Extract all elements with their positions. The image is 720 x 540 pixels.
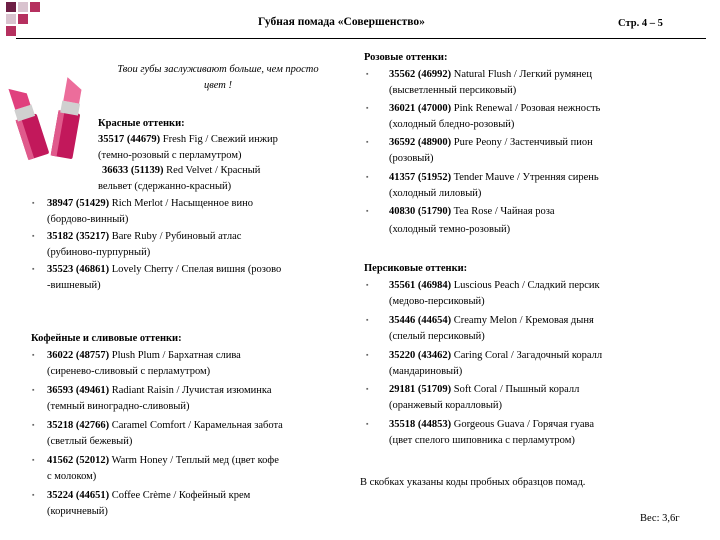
list-item: 35218 (42766) Caramel Comfort / Карамельная забота <box>47 420 283 431</box>
list-item-desc: (розовый) <box>389 153 434 164</box>
list-item-desc: (высветленный персиковый) <box>389 85 517 96</box>
list-item-desc: (рубиново-пурпурный) <box>47 247 151 258</box>
footnote: В скобках указаны коды пробных образцов помад. <box>360 477 586 488</box>
list-item: 36633 (51139) Red Velvet / Красный <box>102 165 261 176</box>
list-item: 38947 (51429) Rich Merlot / Насыщенное вино <box>47 198 254 209</box>
list-item-desc: (оранжевый коралловый) <box>389 400 502 411</box>
bullet-icon: ▪ <box>366 351 369 359</box>
list-item: 35562 (46992) Natural Flush / Легкий румянец <box>389 69 592 80</box>
bullet-icon: ▪ <box>366 281 369 289</box>
list-item: 35523 (46861) Lovely Cherry / Спелая вишня (розово <box>47 264 282 275</box>
page-title: Губная помада «Совершенство» <box>258 16 425 28</box>
bullet-icon: ▪ <box>32 421 35 429</box>
list-item-desc: (коричневый) <box>47 506 108 517</box>
list-item: 35220 (43462) Caring Coral / Загадочный коралл <box>389 350 603 361</box>
list-item-desc: (цвет спелого шиповника с перламутром) <box>389 435 575 446</box>
list-item: 41562 (52012) Warm Honey / Теплый мед (цвет кофе <box>47 455 279 466</box>
bullet-icon: ▪ <box>32 491 35 499</box>
list-item-desc: (темно-розовый с перламутром) <box>98 150 242 161</box>
bullet-icon: ▪ <box>32 265 35 273</box>
list-item-desc: (светлый бежевый) <box>47 436 133 447</box>
bullet-icon: ▪ <box>366 173 369 181</box>
list-item: 36592 (48900) Pure Peony / Застенчивый пион <box>389 137 593 148</box>
bullet-icon: ▪ <box>366 104 369 112</box>
corner-decoration <box>0 0 60 40</box>
list-item-desc: (бордово-винный) <box>47 214 129 225</box>
header-divider <box>16 38 706 39</box>
bullet-icon: ▪ <box>366 316 369 324</box>
list-item: 35561 (46984) Luscious Peach / Сладкий персик <box>389 280 600 291</box>
bullet-icon: ▪ <box>32 232 35 240</box>
list-item-desc: (мандариновый) <box>389 366 463 377</box>
bullet-icon: ▪ <box>366 385 369 393</box>
bullet-icon: ▪ <box>32 199 35 207</box>
list-item-desc: с молоком) <box>47 471 97 482</box>
list-item-desc: (холодный лиловый) <box>389 188 482 199</box>
list-item: 41357 (51952) Tender Mauve / Утренняя сирень <box>389 172 599 183</box>
bullet-icon: ▪ <box>32 351 35 359</box>
list-item-desc: -вишневый) <box>47 280 101 291</box>
list-item: 36593 (49461) Radiant Raisin / Лучистая изюминка <box>47 385 272 396</box>
list-item: 36022 (48757) Plush Plum / Бархатная слива <box>47 350 241 361</box>
list-item: 35182 (35217) Bare Ruby / Рубиновый атлас <box>47 231 242 242</box>
list-item: 35518 (44853) Gorgeous Guava / Горячая гуава <box>389 419 595 430</box>
list-item-desc: (сиренево-сливовый с перламутром) <box>47 366 211 377</box>
coffee-heading: Кофейные и сливовые оттенки: <box>31 333 182 344</box>
list-item: 35224 (44651) Coffee Crème / Кофейный крем <box>47 490 251 501</box>
bullet-icon: ▪ <box>32 456 35 464</box>
peach-heading: Персиковые оттенки: <box>364 263 468 274</box>
list-item: 40830 (51790) Tea Rose / Чайная роза <box>389 206 555 217</box>
weight-label: Вес: 3,6г <box>640 513 680 524</box>
lipstick-image <box>8 66 92 162</box>
bullet-icon: ▪ <box>366 138 369 146</box>
bullet-icon: ▪ <box>366 70 369 78</box>
bullet-icon: ▪ <box>366 207 369 215</box>
list-item-desc: (спелый персиковый) <box>389 331 485 342</box>
red-heading: Красные оттенки: <box>98 118 185 129</box>
list-item: 29181 (51709) Soft Coral / Пышный коралл <box>389 384 580 395</box>
list-item-desc: (холодный бледно-розовый) <box>389 119 515 130</box>
bullet-icon: ▪ <box>32 386 35 394</box>
list-item: 35446 (44654) Creamy Melon / Кремовая дыня <box>389 315 594 326</box>
pink-heading: Розовые оттенки: <box>364 52 448 63</box>
tagline: Твои губы заслуживают больше, чем просто цвет ! <box>117 64 319 91</box>
list-item-desc: (медово-персиковый) <box>389 296 485 307</box>
list-item-desc: (темный виноградно-сливовый) <box>47 401 190 412</box>
bullet-icon: ▪ <box>366 420 369 428</box>
list-item: 36021 (47000) Pink Renewal / Розовая нежность <box>389 103 601 114</box>
page-number: Стр. 4 – 5 <box>618 18 663 29</box>
list-item-desc: (холодный темно-розовый) <box>389 224 511 235</box>
list-item: 35517 (44679) Fresh Fig / Свежий инжир <box>98 134 278 145</box>
list-item-desc: вельвет (сдержанно-красный) <box>98 181 232 192</box>
